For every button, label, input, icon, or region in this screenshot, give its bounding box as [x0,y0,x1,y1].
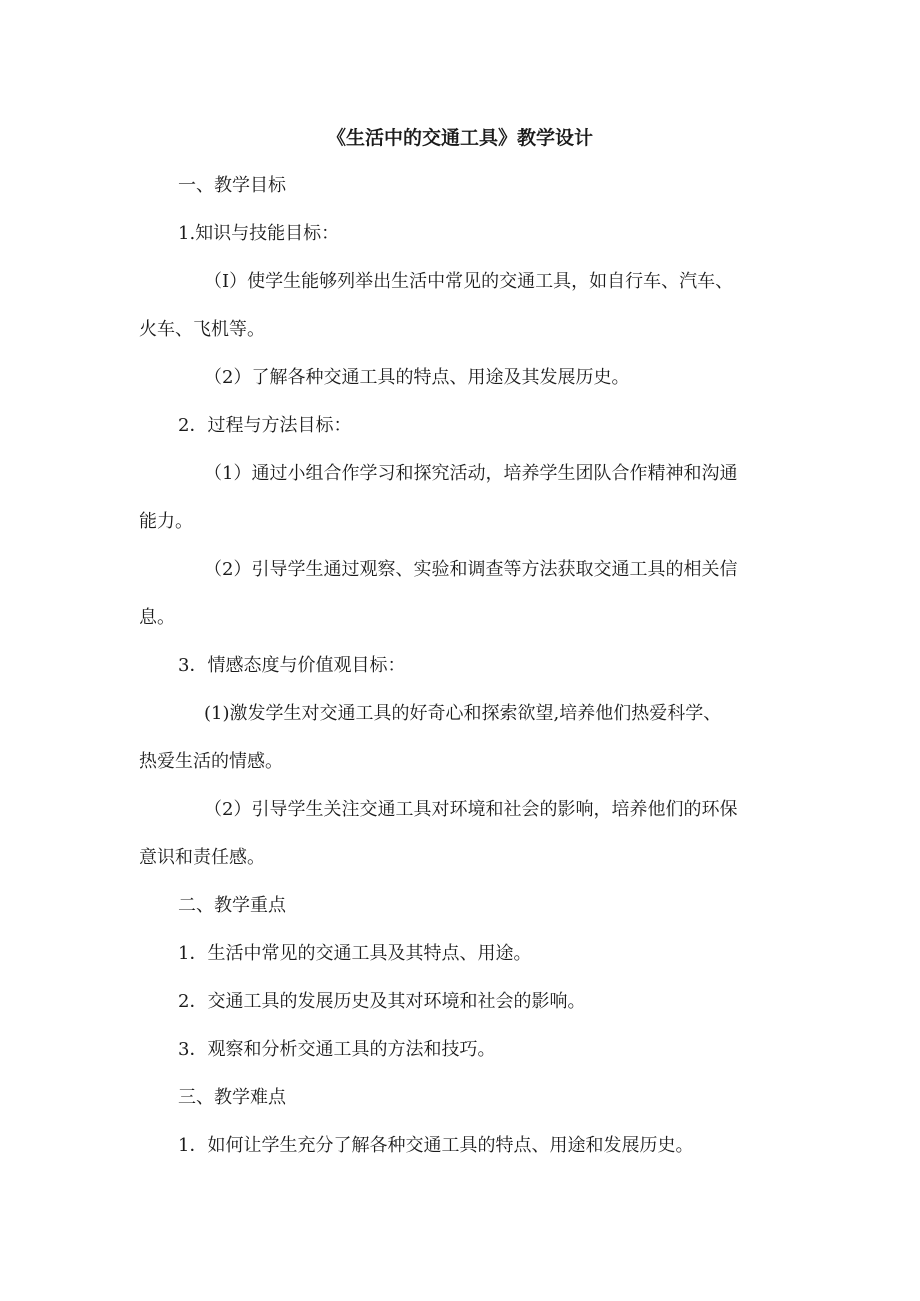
list-item: 1．生活中常见的交通工具及其特点、用途。 [178,943,532,964]
list-item: 3．观察和分析交通工具的方法和技巧。 [178,1039,496,1060]
subheading-emotion-values: 3．情感态度与价值观目标： [178,655,406,676]
section-heading-key-points: 二、教学重点 [178,895,286,916]
paragraph-line: 热爱生活的情感。 [139,751,283,772]
paragraph-line: （2）引导学生通过观察、实验和调查等方法获取交通工具的相关信 [204,559,738,580]
paragraph-line: 能力。 [139,511,193,532]
paragraph-line: （I）使学生能够列举出生活中常见的交通工具，如自行车、汽车、 [204,271,734,292]
section-heading-objectives: 一、教学目标 [178,175,286,196]
list-item: 2．交通工具的发展历史及其对环境和社会的影响。 [178,991,586,1012]
paragraph-line: （1）通过小组合作学习和探究活动，培养学生团队合作精神和沟通 [204,463,738,484]
paragraph-line: （2）了解各种交通工具的特点、用途及其发展历史。 [204,367,630,388]
document-title: 《生活中的交通工具》教学设计 [326,127,593,149]
paragraph-line: 火车、飞机等。 [139,319,265,340]
paragraph-line: (1)激发学生对交通工具的好奇心和探索欲望,培养他们热爱科学、 [204,703,722,724]
subheading-knowledge-skills: 1.知识与技能目标： [178,223,340,244]
subheading-process-method: 2．过程与方法目标： [178,415,352,436]
section-heading-difficulties: 三、教学难点 [178,1087,286,1108]
paragraph-line: （2）引导学生关注交通工具对环境和社会的影响，培养他们的环保 [204,799,738,820]
paragraph-line: 意识和责任感。 [139,847,265,868]
list-item: 1．如何让学生充分了解各种交通工具的特点、用途和发展历史。 [178,1135,694,1156]
paragraph-line: 息。 [139,607,175,628]
